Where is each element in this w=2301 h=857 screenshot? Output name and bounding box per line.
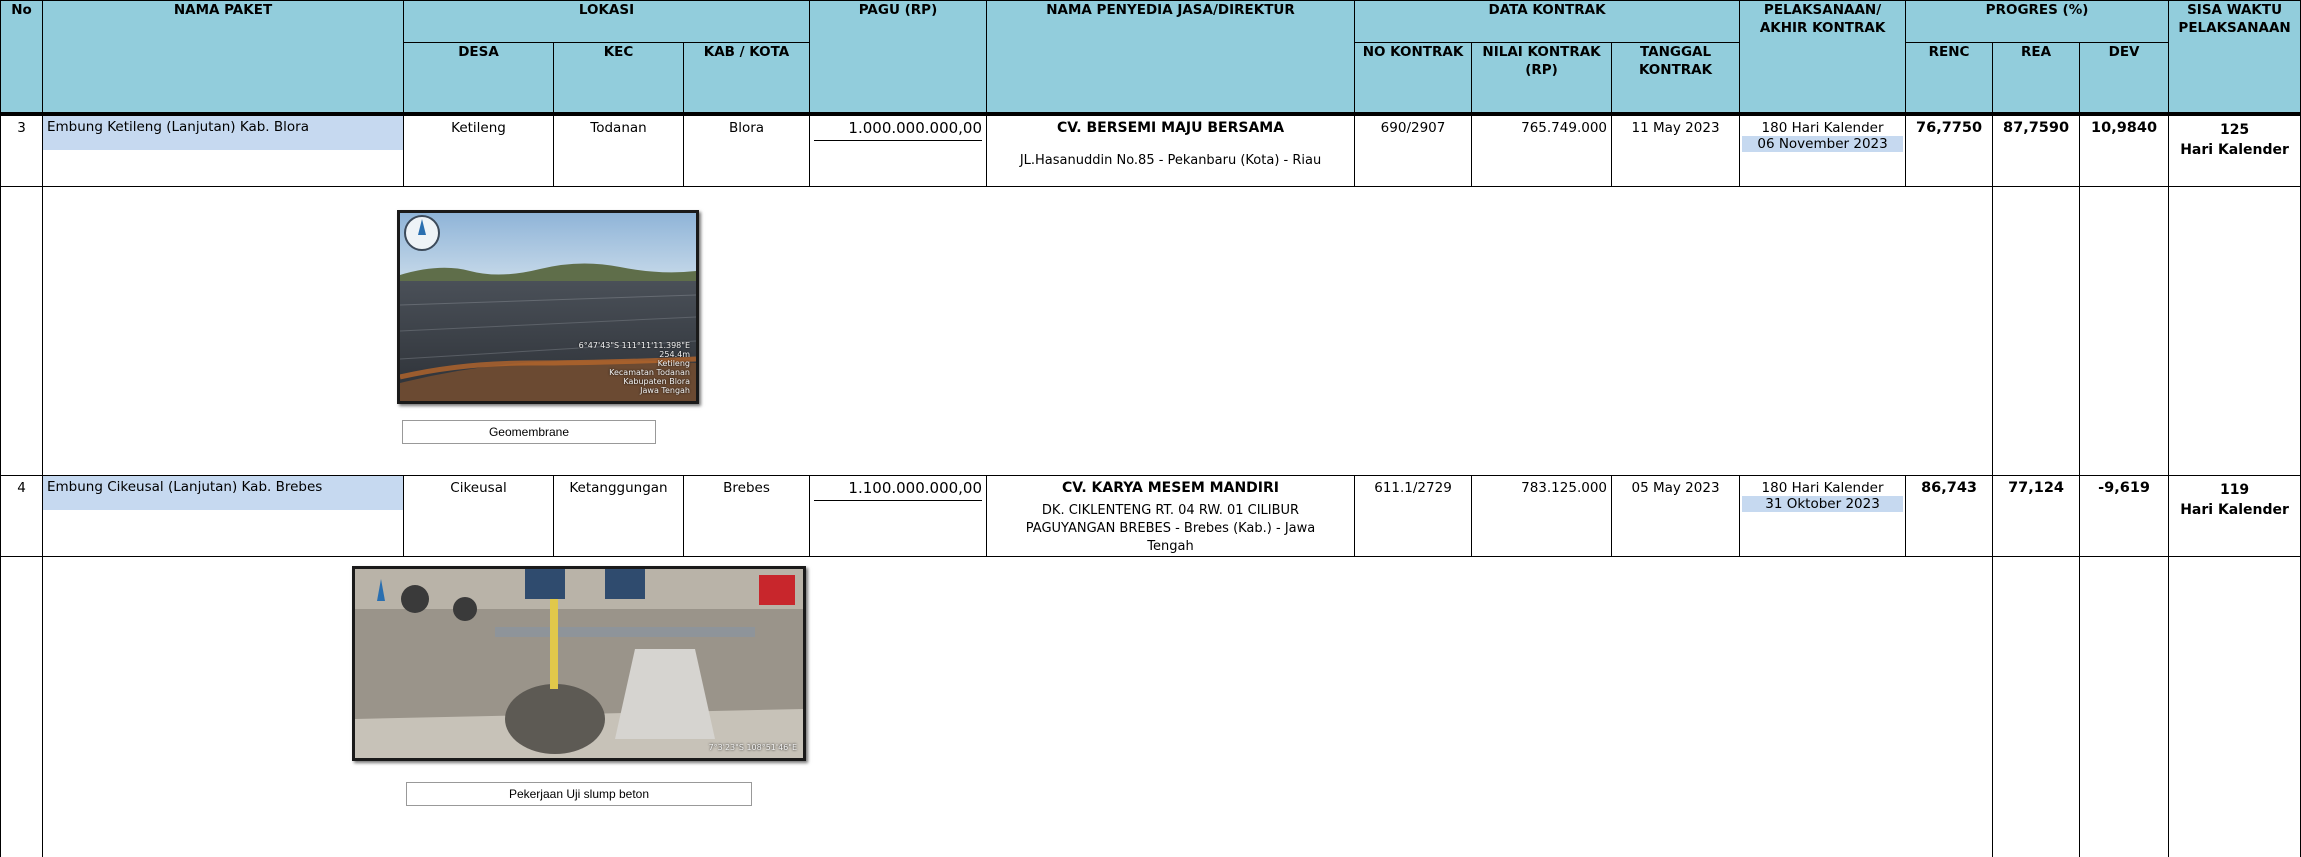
row-penyedia-alamat: DK. CIKLENTENG RT. 04 RW. 01 CILIBUR PAGUYANGAN BREBES - Brebes (Kab.) - Jawa Tengah: [1025, 503, 1316, 554]
header-dev: DEV: [2080, 43, 2169, 114]
photo-slump-block: [352, 566, 806, 761]
header-no-kontrak: NO KONTRAK: [1355, 43, 1472, 114]
row-dev: 10,9840: [2091, 119, 2158, 136]
row-nilai-kontrak: 783.125.000: [1472, 476, 1612, 557]
row-sisa-satuan: Hari Kalender: [2180, 141, 2289, 158]
row-pagu: 1.100.000.000,00: [814, 479, 982, 501]
header-renc: RENC: [1906, 43, 1993, 114]
row-kec: Ketanggungan: [554, 476, 684, 557]
row-sisa-angka: 119: [2219, 482, 2250, 498]
header-pagu: PAGU (RP): [810, 1, 987, 114]
row-pagu: 1.000.000.000,00: [814, 119, 982, 141]
photo-caption-slump: Pekerjaan Uji slump beton: [406, 782, 752, 806]
row-pelaksanaan: 180 Hari Kalender: [1761, 119, 1884, 136]
row-sisa-satuan: Hari Kalender: [2180, 502, 2289, 518]
header-kab-kota: KAB / KOTA: [684, 43, 810, 114]
row-renc: 86,743: [1921, 480, 1978, 496]
table-row: [1, 476, 2301, 557]
row-akhir-kontrak: 31 Oktober 2023: [1742, 496, 1903, 512]
row-no: 4: [1, 476, 43, 557]
row-no: 3: [1, 114, 43, 187]
header-kec: KEC: [554, 43, 684, 114]
header-data-kontrak: DATA KONTRAK: [1355, 1, 1740, 43]
photo-geomembrane-block: [397, 210, 699, 404]
row-no-kontrak: 611.1/2729: [1355, 476, 1472, 557]
slump-photo-stamp: 7°3'23"S 108°51'46"E: [708, 743, 797, 752]
header-nama-paket: NAMA PAKET: [43, 1, 404, 114]
row-renc: 76,7750: [1916, 119, 1983, 136]
geomembrane-photo-stamp: 6°47'43"S 111°11'11.398"E 254.4m Ketileng Kecamatan Todanan Kabupaten Blora Jawa Tengah: [578, 341, 690, 395]
geomembrane-photo[interactable]: [397, 210, 699, 404]
row-akhir-kontrak: 06 November 2023: [1742, 136, 1903, 152]
photo-row: [1, 187, 2301, 476]
row-tanggal-kontrak: 05 May 2023: [1612, 476, 1740, 557]
row-penyedia-nama: CV. KARYA MESEM MANDIRI: [1062, 480, 1279, 496]
row-tanggal-kontrak: 11 May 2023: [1612, 114, 1740, 187]
row-nama-paket: Embung Cikeusal (Lanjutan) Kab. Brebes: [43, 476, 403, 510]
row-kec: Todanan: [554, 114, 684, 187]
slump-photo[interactable]: [352, 566, 806, 761]
table-row: [1, 114, 2301, 187]
row-desa: Ketileng: [404, 114, 554, 187]
row-sisa-angka: 125: [2219, 121, 2250, 138]
row-nilai-kontrak: 765.749.000: [1472, 114, 1612, 187]
row-no-kontrak: 690/2907: [1355, 114, 1472, 187]
photo-caption-geomembrane: Geomembrane: [402, 420, 656, 444]
header-sisa-waktu: SISA WAKTU PELAKSANAAN: [2169, 1, 2301, 114]
row-penyedia-alamat: JL.Hasanuddin No.85 - Pekanbaru (Kota) - Riau: [1019, 152, 1322, 168]
row-desa: Cikeusal: [404, 476, 554, 557]
row-pelaksanaan: 180 Hari Kalender: [1761, 480, 1884, 496]
header-pelaksanaan: PELAKSANAAN/ AKHIR KONTRAK: [1740, 1, 1906, 114]
row-kab: Brebes: [684, 476, 810, 557]
header-desa: DESA: [404, 43, 554, 114]
row-penyedia-nama: CV. BERSEMI MAJU BERSAMA: [1056, 119, 1285, 136]
header-no: No: [1, 1, 43, 114]
row-kab: Blora: [684, 114, 810, 187]
row-nama-paket: Embung Ketileng (Lanjutan) Kab. Blora: [43, 116, 403, 150]
header-progres: PROGRES (%): [1906, 1, 2169, 43]
header-rea: REA: [1993, 43, 2080, 114]
header-penyedia: NAMA PENYEDIA JASA/DIREKTUR: [987, 1, 1355, 114]
photo-row: [1, 557, 2301, 857]
header-lokasi: LOKASI: [404, 1, 810, 43]
row-rea: 87,7590: [2003, 119, 2070, 136]
header-tanggal-kontrak: TANGGAL KONTRAK: [1612, 43, 1740, 114]
row-rea: 77,124: [2008, 480, 2065, 496]
header-nilai-kontrak: NILAI KONTRAK (RP): [1472, 43, 1612, 114]
row-dev: -9,619: [2098, 480, 2150, 496]
